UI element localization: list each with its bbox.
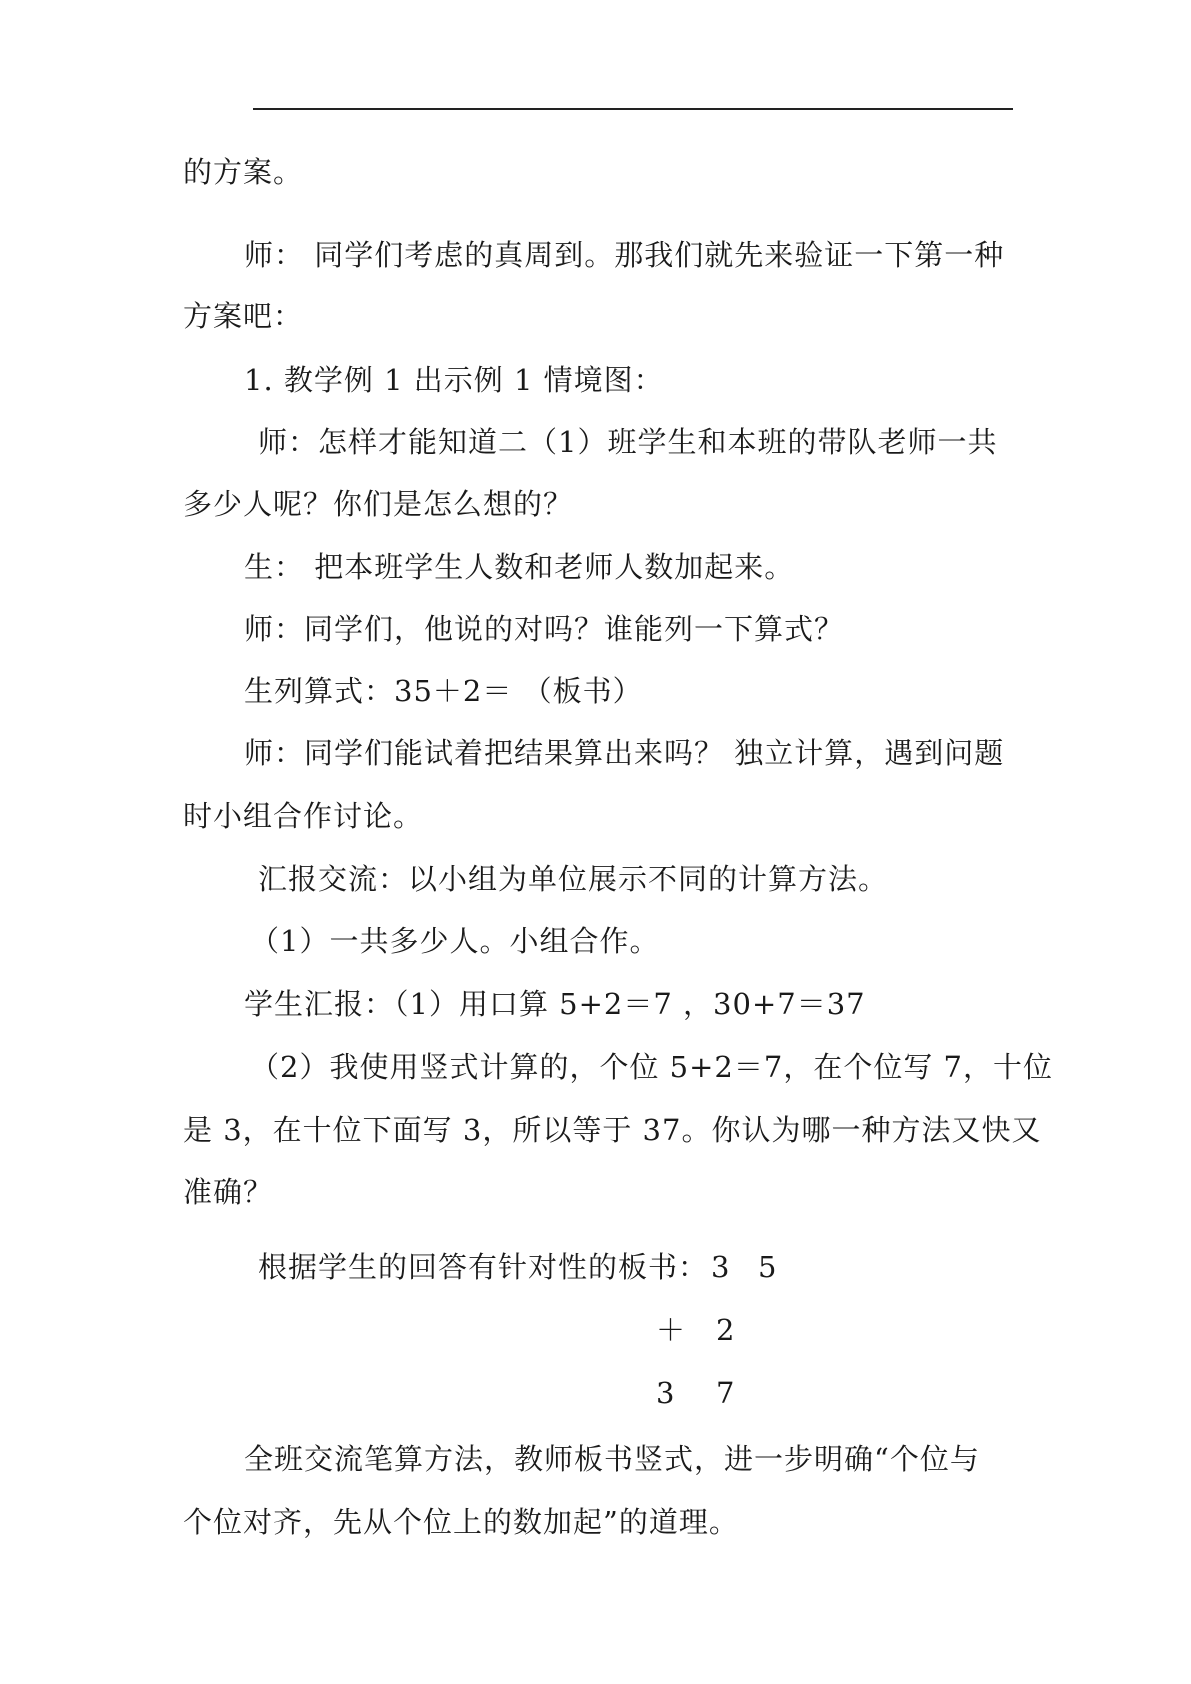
text-line: （2）我使用竖式计算的，个位 5+2＝7，在个位写 7，十位 bbox=[250, 1050, 1053, 1084]
text-line: 方案吧： bbox=[183, 299, 304, 333]
text-line: 全班交流笔算方法，教师板书竖式，进一步明确“个位与 bbox=[244, 1442, 980, 1476]
text-line: 师：同学们能试着把结果算出来吗？ 独立计算，遇到问题 bbox=[244, 736, 1005, 770]
calc-digit: 3 bbox=[711, 1250, 730, 1284]
text-line: （1）一共多少人。小组合作。 bbox=[250, 924, 660, 958]
calc-digit: 5 bbox=[758, 1250, 777, 1284]
text-line: 个位对齐，先从个位上的数加起”的道理。 bbox=[183, 1505, 739, 1539]
calc-digit: 7 bbox=[716, 1376, 735, 1410]
calc-plus-sign: ＋ bbox=[656, 1313, 686, 1347]
text-line: 师：怎样才能知道二（1）班学生和本班的带队老师一共 bbox=[258, 425, 998, 459]
text-line: 生列算式：35＋2＝ （板书） bbox=[244, 674, 643, 708]
text-line: 1. 教学例 1 出示例 1 情境图： bbox=[244, 363, 664, 397]
text-line: 汇报交流：以小组为单位展示不同的计算方法。 bbox=[258, 862, 889, 896]
header-rule bbox=[253, 108, 1013, 110]
text-line: 师：同学们，他说的对吗？谁能列一下算式？ bbox=[244, 612, 845, 646]
text-line: 根据学生的回答有针对性的板书： bbox=[258, 1250, 709, 1284]
text-line: 时小组合作讨论。 bbox=[183, 799, 424, 833]
text-line: 准确？ bbox=[183, 1175, 274, 1209]
calc-digit: 3 bbox=[656, 1376, 675, 1410]
text-line: 生： 把本班学生人数和老师人数加起来。 bbox=[244, 550, 795, 584]
text-line: 学生汇报：（1）用口算 5+2＝7 ，30+7＝37 bbox=[244, 987, 866, 1021]
text-line: 是 3，在十位下面写 3，所以等于 37。你认为哪一种方法又快又 bbox=[183, 1113, 1042, 1147]
text-line: 师： 同学们考虑的真周到。那我们就先来验证一下第一种 bbox=[244, 238, 1005, 272]
text-line: 多少人呢？你们是怎么想的？ bbox=[183, 487, 574, 521]
calc-digit: 2 bbox=[716, 1313, 735, 1347]
text-line: 的方案。 bbox=[183, 155, 304, 189]
